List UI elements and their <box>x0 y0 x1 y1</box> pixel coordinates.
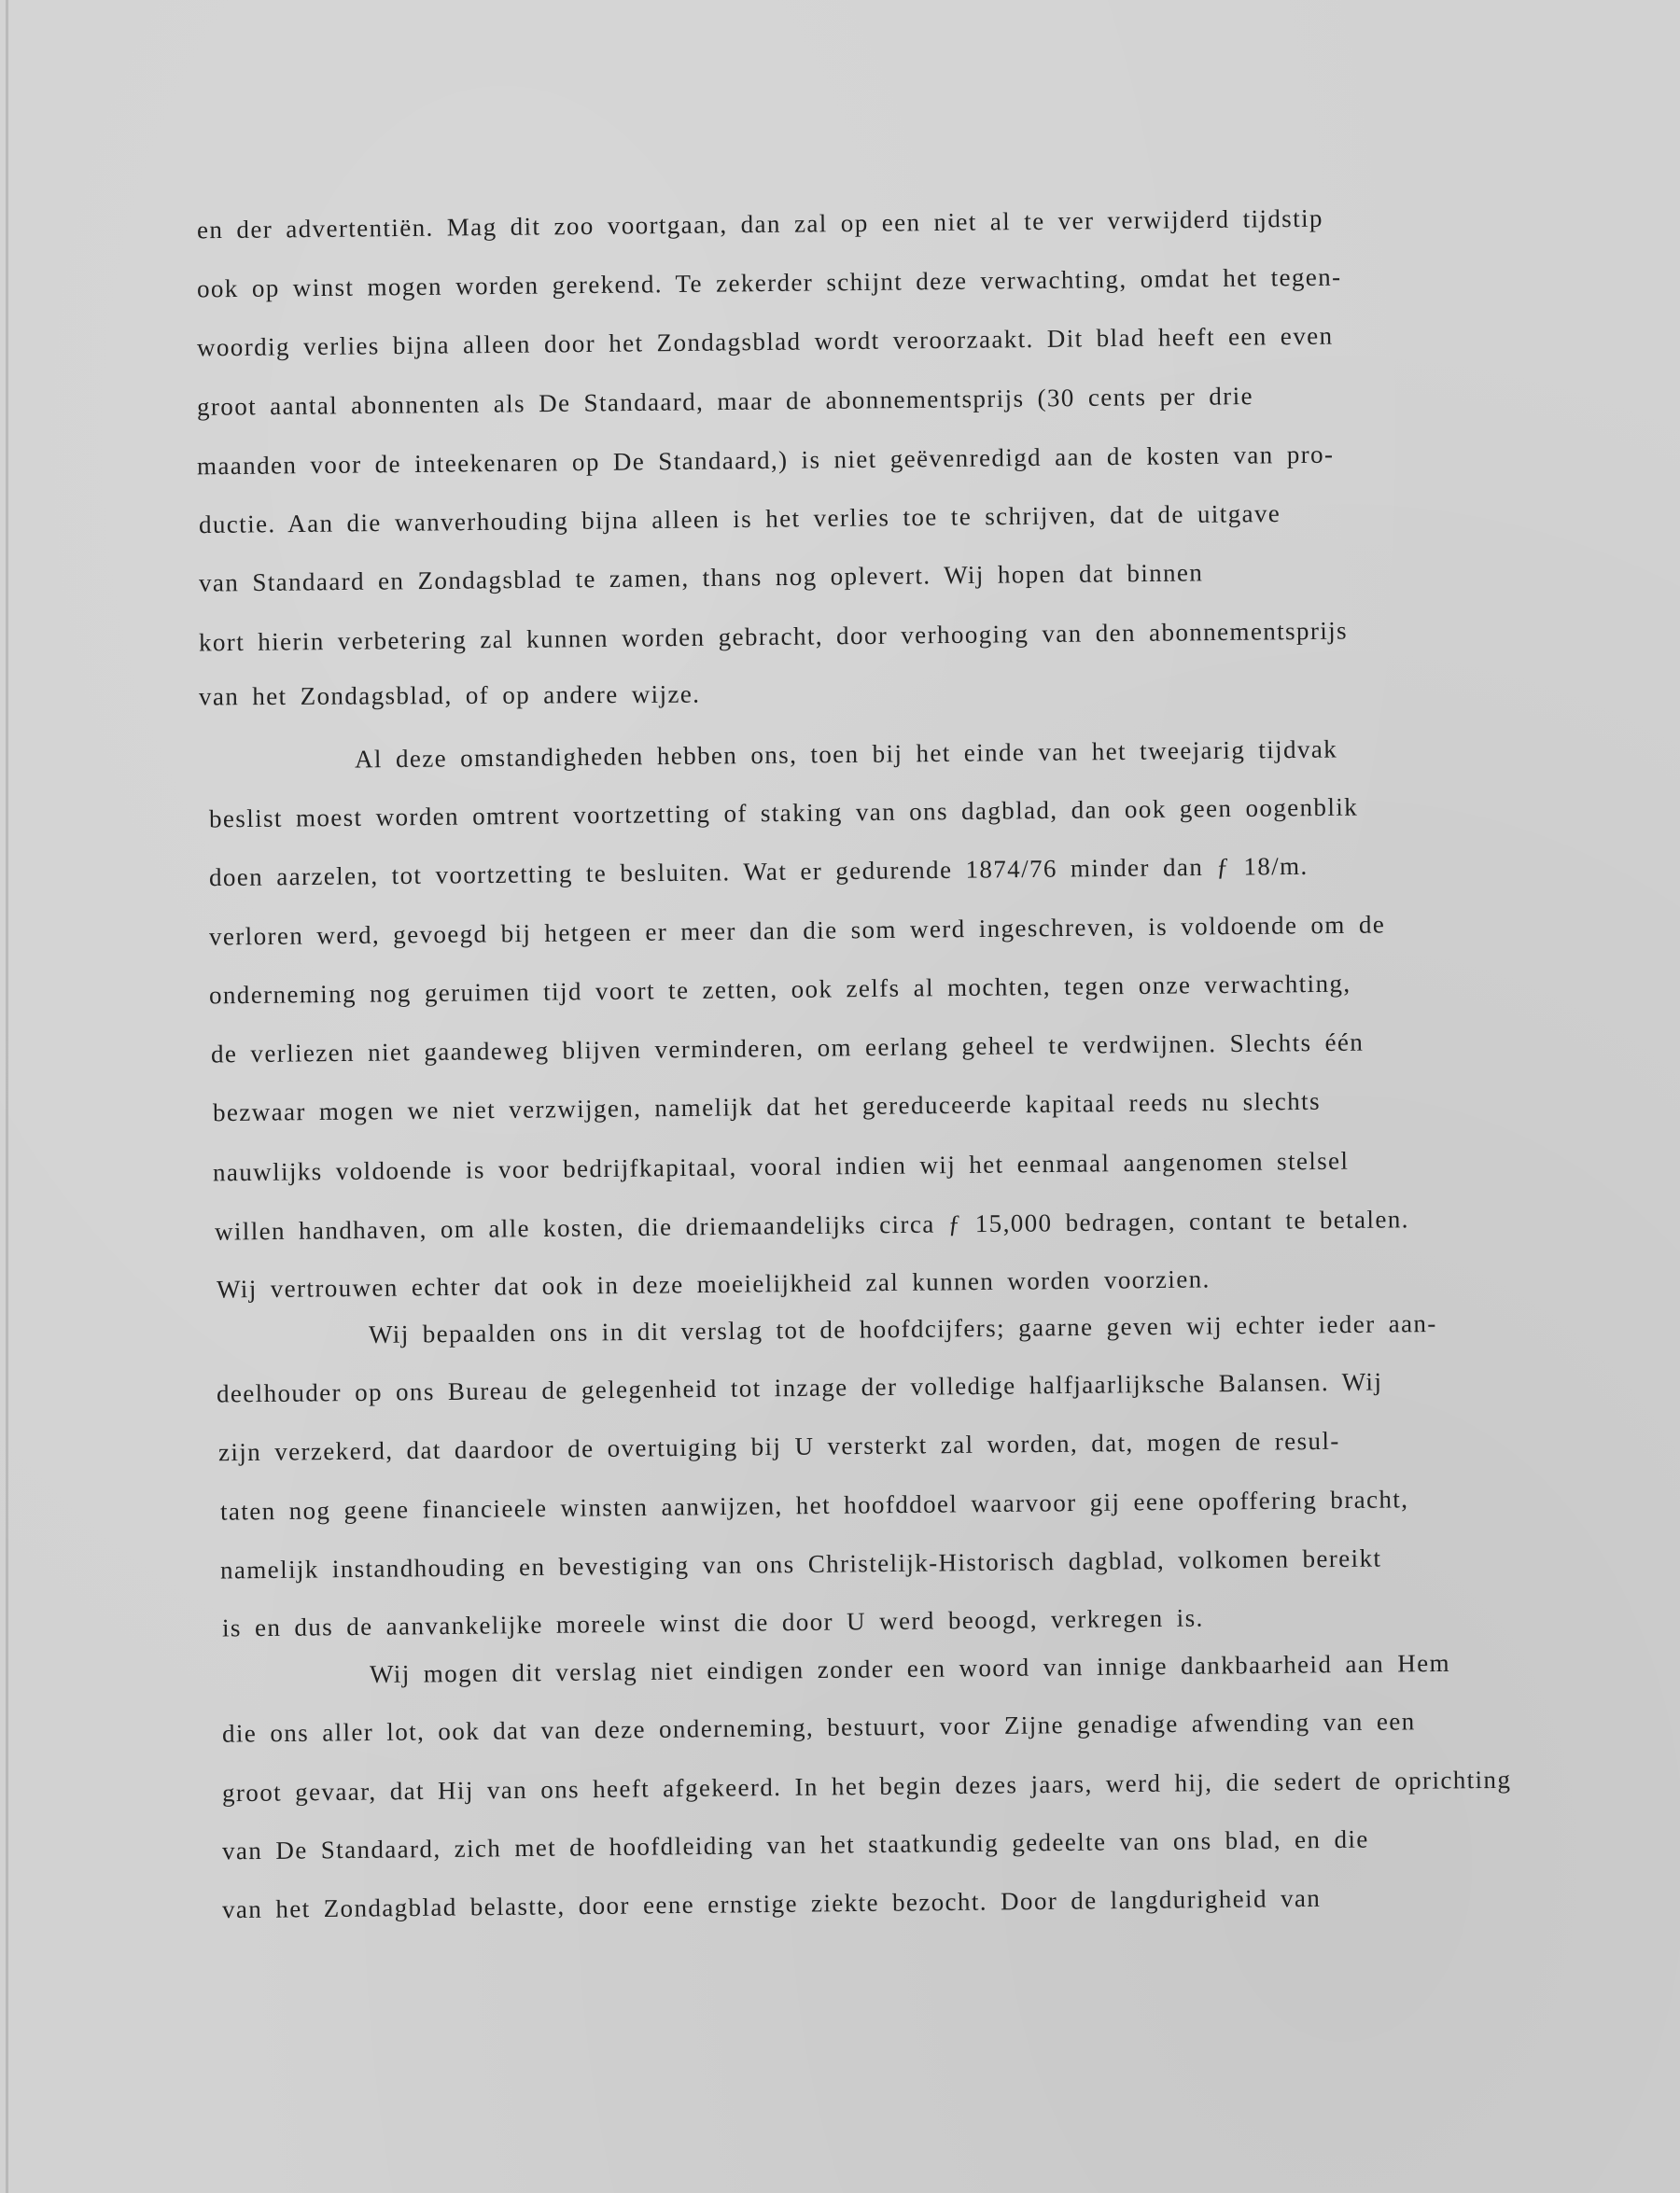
text-line: onderneming nog geruimen tijd voort te zetten, ook zelfs al mochten, tegen onze verwachting, <box>208 969 1351 1010</box>
text-line: ductie. Aan die wanverhouding bijna alleen is het verlies toe te schrijven, dat de uitgave <box>198 498 1281 539</box>
text-line: deelhouder op ons Bureau de gelegenheid tot inzage der volledige halfjaarlijksche Balansen. Wij <box>216 1367 1383 1408</box>
text-line: beslist moest worden omtrent voortzetting of staking van ons dagblad, dan ook geen oogenblik <box>208 792 1359 833</box>
text-line: van Standaard en Zondagsblad te zamen, thans nog oplevert. Wij hopen dat binnen <box>198 558 1204 597</box>
text-line: groot aantal abonnenten als De Standaard, maar de abonnementsprijs (30 cents per drie <box>196 382 1254 421</box>
text-line: nauwlijks voldoende is voor bedrijfkapitaal, vooral indien wij het eenmaal aangenomen stelsel <box>212 1146 1350 1187</box>
text-line: is en dus de aanvankelijke moreele winst die door U werd beoogd, verkregen is. <box>221 1603 1204 1642</box>
text-line: zijn verzekerd, dat daardoor de overtuiging bij U versterkt zal worden, dat, mogen de resul- <box>217 1426 1340 1467</box>
text-line: taten nog geene financieele winsten aanwijzen, het hoofddoel waarvoor gij eene opoffering bracht, <box>219 1485 1409 1526</box>
text-line: bezwaar mogen we niet verzwijgen, namelijk dat het gereduceerde kapitaal reeds nu slechts <box>212 1086 1322 1127</box>
paragraph-start-line: Al deze omstandigheden hebben ons, toen bij het einde van het tweejarig tijdvak <box>354 734 1338 774</box>
text-line: van De Standaard, zich met de hoofdleiding van het staatkundig gedeelte van ons blad, en die <box>221 1824 1369 1865</box>
text-line: woordig verlies bijna alleen door het Zondagsblad wordt veroorzaakt. Dit blad heeft een even <box>196 321 1334 362</box>
text-line: groot gevaar, dat Hij van ons heeft afgekeerd. In het begin dezes jaars, werd hij, die sedert de oprichting <box>221 1765 1512 1808</box>
text-line: Wij vertrouwen echter dat ook in deze moeielijkheid zal kunnen worden voorzien. <box>216 1264 1211 1304</box>
text-line: de verliezen niet gaandeweg blijven verminderen, om eerlang geheel te verdwijnen. Slechts één <box>210 1027 1365 1069</box>
paragraph-start-line: Wij bepaalden ons in dit verslag tot de hoofdcijfers; gaarne geven wij echter ieder aan- <box>368 1309 1437 1348</box>
text-line: die ons aller lot, ook dat van deze onderneming, bestuurt, voor Zijne genadige afwending van een <box>221 1707 1416 1748</box>
text-line: van het Zondagblad belastte, door eene ernstige ziekte bezocht. Door de langdurigheid van <box>221 1883 1322 1924</box>
text-line: en der advertentiën. Mag dit zoo voortgaan, dan zal op een niet al te ver verwijderd tijdstip <box>196 203 1323 244</box>
text-line: kort hierin verbetering zal kunnen worden gebracht, door verhooging van den abonnementsprijs <box>198 616 1349 657</box>
text-line: ook op winst mogen worden gerekend. Te zekerder schijnt deze verwachting, omdat het tegen- <box>196 262 1342 303</box>
text-line: willen handhaven, om alle kosten, die driemaandelijks circa ƒ 15,000 bedragen, contant te betalen. <box>214 1205 1409 1246</box>
text-line: maanden voor de inteekenaren op De Standaard,) is niet geëvenredigd aan de kosten van pro- <box>196 440 1335 481</box>
text-line: namelijk instandhouding en bevestiging van ons Christelijk-Historisch dagblad, volkomen bereikt <box>219 1543 1382 1585</box>
text-line: doen aarzelen, tot voortzetting te besluiten. Wat er gedurende 1874/76 minder dan ƒ 18/m. <box>208 851 1309 892</box>
paragraph-start-line: Wij mogen dit verslag niet eindigen zonder een woord van innige dankbaarheid aan Hem <box>369 1648 1451 1689</box>
text-line: van het Zondagsblad, of op andere wijze. <box>198 679 701 711</box>
text-line: verloren werd, gevoegd bij hetgeen er meer dan die som werd ingeschreven, is voldoende om de <box>208 910 1386 951</box>
